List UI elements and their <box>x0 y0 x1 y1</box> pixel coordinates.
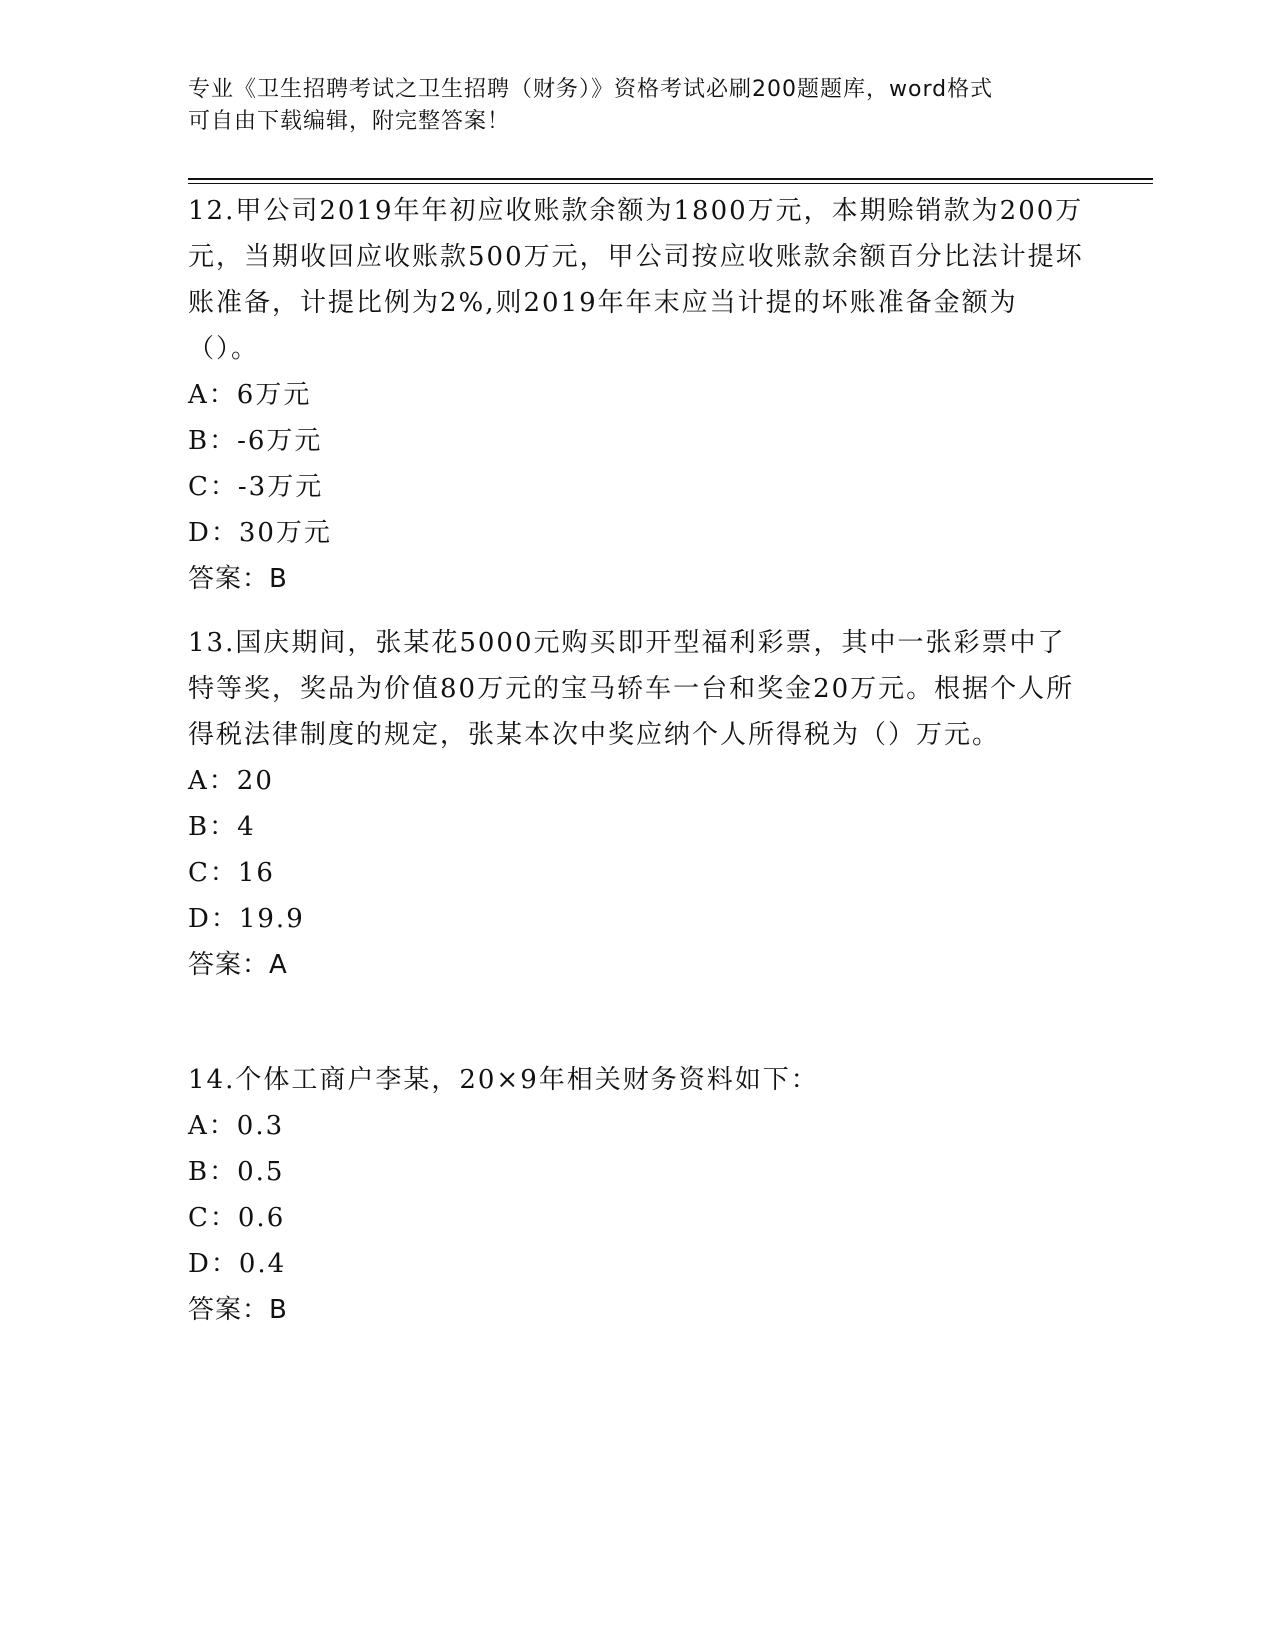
option-b: B：0.5 <box>188 1157 285 1187</box>
option-a: A：20 <box>188 766 274 796</box>
option-a: A：6万元 <box>188 380 312 410</box>
header-divider-thick <box>188 178 1153 180</box>
question-14 <box>188 1057 1088 1333</box>
option-c: C：0.6 <box>188 1203 286 1233</box>
option-d: D：19.9 <box>188 904 305 934</box>
option-a: A：0.3 <box>188 1111 285 1141</box>
option-b: B：4 <box>188 812 256 842</box>
option-d: D：0.4 <box>188 1249 287 1279</box>
question-stem: 14.个体工商户李某，20×9年相关财务资料如下： <box>188 1065 819 1095</box>
option-b: B：-6万元 <box>188 426 323 456</box>
answer-line: 答案：A <box>188 950 288 980</box>
option-c: C：-3万元 <box>188 472 324 502</box>
question-stem: 12.甲公司2019年年初应收账款余额为1800万元，本期赊销款为200万元，当期收回应收账款500万元，甲公司按应收账款余额百分比法计提坏账准备，计提比例为2%,则2019年年末应当计提的坏账准备金额为（）。 <box>188 196 1084 364</box>
question-stem: 13.国庆期间，张某花5000元购买即开型福利彩票，其中一张彩票中了特等奖，奖品为价值80万元的宝马轿车一台和奖金20万元。根据个人所得税法律制度的规定，张某本次中奖应纳个人所得税为（）万元。 <box>188 628 1075 750</box>
header-divider-thin <box>188 183 1153 184</box>
answer-line: 答案：B <box>188 564 288 594</box>
option-c: C：16 <box>188 858 275 888</box>
question-12 <box>188 188 1088 602</box>
question-13 <box>188 620 1088 988</box>
option-d: D：30万元 <box>188 518 332 548</box>
answer-line: 答案：B <box>188 1295 288 1325</box>
document-header: 专业《卫生招聘考试之卫生招聘（财务）》资格考试必刷200题题库，word格式 可自由下载编辑，附完整答案！ <box>188 77 994 134</box>
